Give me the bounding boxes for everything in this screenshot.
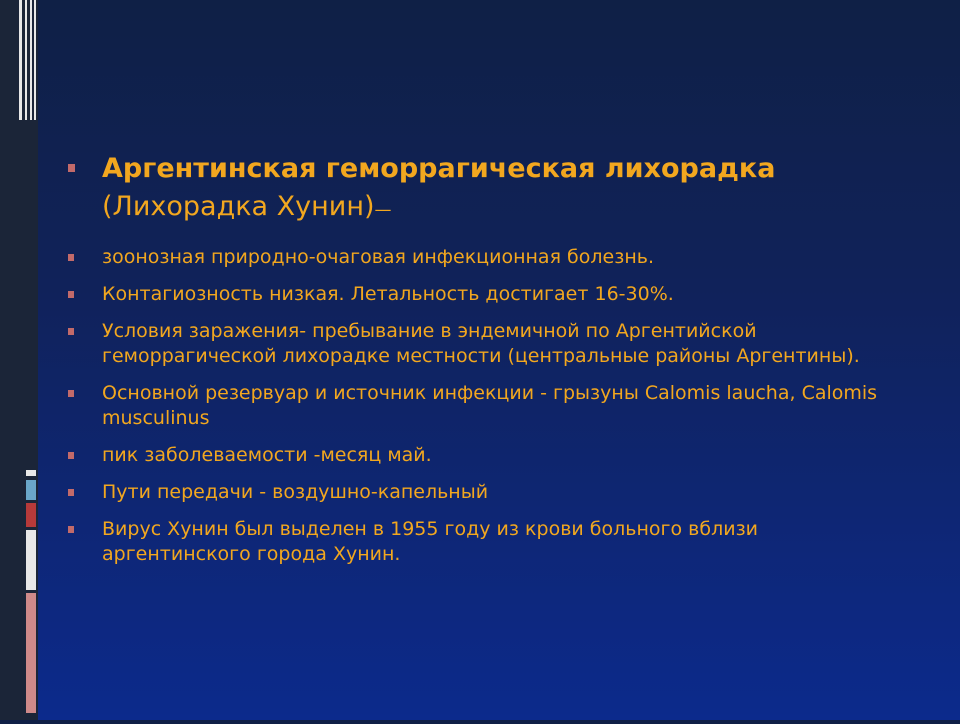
list-item	[68, 245, 898, 270]
bullet-marker	[68, 328, 74, 335]
item-text: Основной резервуар и источник инфекции - грызуны Calomis laucha, Calomis musculinus	[102, 382, 878, 429]
title-rest: (Лихорадка Хунин)	[102, 191, 375, 222]
title-dash: —	[374, 200, 392, 220]
list-item	[68, 381, 898, 431]
item-text: зоонозная природно-очаговая инфекционная болезнь.	[102, 246, 654, 268]
title-item	[68, 150, 898, 229]
decorative-bars-graphic	[0, 0, 38, 720]
item-text: Условия заражения- пребывание в эндемичной по Аргентийской геморрагической лихорадке местности (центральные районы Аргентины).	[102, 320, 860, 367]
slide-content	[68, 150, 898, 579]
bullet-marker	[68, 291, 74, 298]
list-item	[68, 319, 898, 369]
bullet-marker	[68, 390, 74, 397]
item-text: Пути передачи - воздушно-капельный	[102, 481, 489, 503]
list-item	[68, 282, 898, 307]
item-text: Вирус Хунин был выделен в 1955 году из крови больного вблизи аргентинского города Хунин.	[102, 518, 759, 565]
list-item	[68, 480, 898, 505]
left-decorative-strip	[0, 0, 38, 720]
bullet-marker	[68, 452, 74, 459]
item-text: Контагиозность низкая. Летальность достигает 16-30%.	[102, 283, 674, 305]
bullet-marker	[68, 489, 74, 496]
list-item	[68, 443, 898, 468]
bullet-marker	[68, 526, 74, 533]
list-item	[68, 517, 898, 567]
item-text: пик заболеваемости -месяц май.	[102, 444, 432, 466]
bullet-marker	[68, 254, 74, 261]
bullet-marker	[68, 164, 75, 172]
title-bold: Аргентинская геморрагическая лихорадка	[102, 153, 776, 184]
